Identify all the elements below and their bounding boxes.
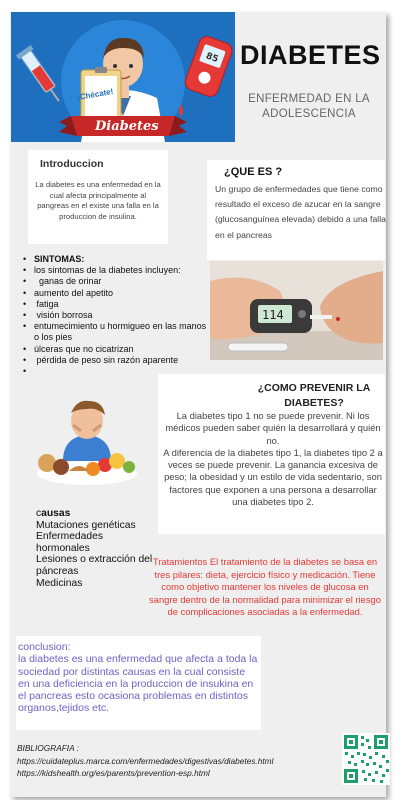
intro-text: La diabetes es una enfermedad en la cual afecta principalmente al pangreas en el existe una falla en la produccion de insulina. [35,180,161,221]
list-item: • úlceras que no cicatrizan [22,344,208,355]
list-item: Enfermedades hormonales [36,531,103,554]
causes-section [36,508,154,589]
hero-badge: ¡Chécate! [76,86,114,103]
conclusion-section [18,641,258,715]
causes-heading-lead: c [36,508,42,519]
prevenir-paragraph-2: A diferencia de la diabetes tipo 1, la diabetes tipo 2 a veces se puede prevenir. La ganancia excesiva de peso; la obesidad y un estilo de vida sedentario, son factores que exponen a una persona a desarrollar una diabetes tipo 2. [163,446,383,508]
list-item: Medicinas [36,577,83,589]
intro-heading: Introduccion [40,158,104,170]
list-item: Mutaciones genéticas [36,519,136,531]
svg-text:114: 114 [262,308,284,322]
svg-text:85: 85 [204,51,220,65]
list-item: • los sintomas de la diabetes incluyen: [22,265,208,276]
prevenir-heading: ¿COMO PREVENIR LA DIABETES? [257,382,371,409]
list-item: • ganas de orinar [22,276,208,287]
list-item: • visión borrosa [22,310,208,321]
causes-heading [36,508,154,520]
list-item: • fatiga [22,299,208,310]
page-title: DIABETES [240,40,381,70]
list-item: • entumecimiento u hormigueo en las manos o los pies [22,321,208,343]
conclusion-heading: conclusion: [18,641,71,653]
hero-illustration [11,12,235,142]
qr-code-graphic [342,733,390,785]
list-item: • aumento del apetito [22,288,208,299]
glucometer-photo [210,261,383,360]
que-es-heading: ¿QUE ES ? [224,166,283,178]
qr-code-icon [342,733,390,785]
symptoms-list [22,254,208,377]
treatment-text: Tratamientos El tratamiento de la diabetes se basa en tres pilares: dieta, ejercicio físico y medicación. Tiene como objetivo mantener los niveles de glucosa en sangre dentro de la normalidad para minimizar el riesgo de complicaciones asociadas a la enfermedad. [149,556,381,617]
page-subtitle: ENFERMEDAD EN LA ADOLESCENCIA [248,93,370,120]
que-es-text: Un grupo de enfermedades que tiene como resultado el exceso de azucar en la sangre (glucosanguínea elevada) debido a una falla en el pancreas [215,184,386,240]
bibliography-heading: BIBLIOGRAFIA : [17,743,79,753]
list-item: Lesiones o extracción del páncreas [36,554,153,577]
symptoms-heading: • SINTOMAS: [22,254,208,265]
bibliography-link[interactable]: https://kidshealth.org/es/parents/prevention-esp.html [17,768,210,779]
kid-food-illustration [33,391,141,491]
prevenir-text [162,410,384,508]
bibliography-link[interactable]: https://cuidateplus.marca.com/enfermedades/digestivas/diabetes.html [17,755,274,766]
causes-heading-rest: ausas [41,508,71,519]
kid-food-image [33,391,141,491]
conclusion-text: la diabetes es una enfermedad que afecta a toda la sociedad por distintas causas en la cual consiste en una deficiencia en la produccion de insukina en el pancreas esto ocasiona problemas en distintos organos,tejidos etc. [18,653,258,715]
bibliography-section [17,742,337,780]
hero-banner-text: Diabetes [95,119,159,134]
list-item: • pérdida de peso sin razón aparente [22,355,208,366]
symptoms-section [22,254,208,377]
glucometer-photo-image [210,261,383,360]
prevenir-paragraph-1: La diabetes tipo 1 no se puede prevenir. Ni los médicos pueden saber quién la desarrollará y quién no. [165,410,381,446]
list-item [22,366,208,377]
